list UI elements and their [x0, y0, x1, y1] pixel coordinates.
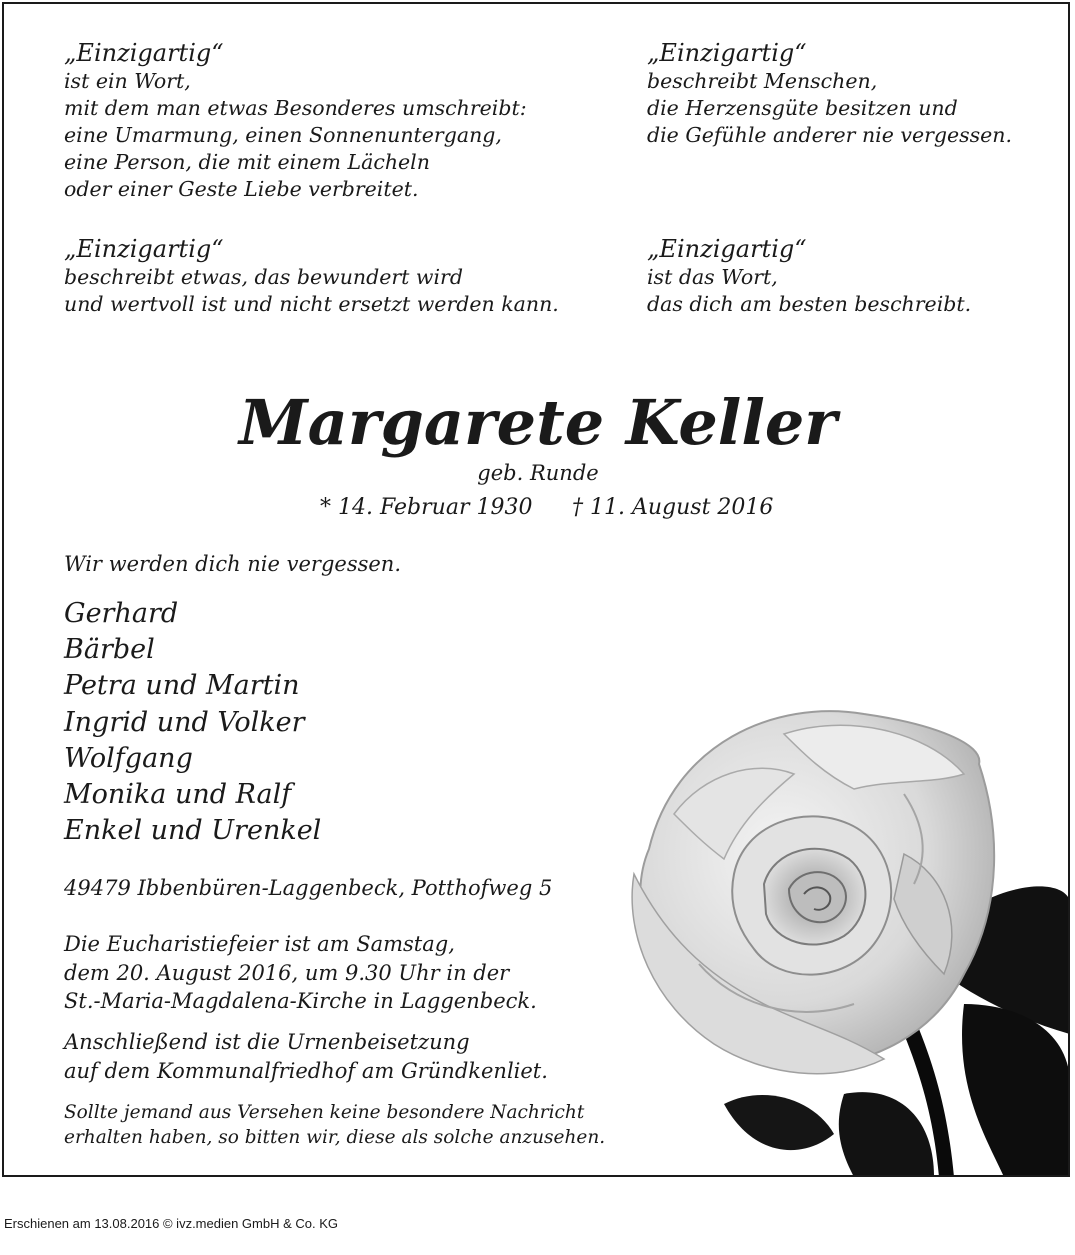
service-line: Die Eucharistiefeier ist am Samstag, — [64, 932, 455, 956]
poem-middle-left — [64, 234, 559, 318]
poem-line: ist das Wort, — [647, 265, 778, 289]
family-member: Wolfgang — [64, 742, 193, 774]
poem-top-left — [64, 38, 527, 203]
family-member: Bärbel — [64, 634, 155, 666]
family-member: Ingrid und Volker — [64, 706, 305, 738]
birth-date: * 14. Februar 1930 — [320, 495, 533, 520]
family-member: Petra und Martin — [64, 670, 300, 702]
poem-title: „Einzigartig“ — [647, 39, 807, 67]
note-line: Sollte jemand aus Versehen keine besondere Nachricht — [64, 1102, 585, 1123]
deceased-name: Margarete Keller — [239, 386, 837, 459]
obituary-notice — [2, 2, 1070, 1177]
poem-line: die Herzensgüte besitzen und — [647, 96, 958, 120]
poem-line: oder einer Geste Liebe verbreitet. — [64, 177, 419, 201]
poem-line: beschreibt etwas, das bewundert wird — [64, 265, 463, 289]
poem-line: eine Umarmung, einen Sonnenuntergang, — [64, 123, 502, 147]
leaf-shape — [839, 1092, 934, 1177]
burial-line: auf dem Kommunalfriedhof am Gründkenliet. — [64, 1058, 548, 1083]
poem-middle-right — [647, 234, 971, 318]
poem-line: eine Person, die mit einem Lächeln — [64, 150, 430, 174]
death-date: † 11. August 2016 — [572, 495, 774, 520]
poem-line: beschreibt Menschen, — [647, 69, 878, 93]
family-member: Gerhard — [64, 598, 179, 629]
service-line: dem 20. August 2016, um 9.30 Uhr in der — [64, 960, 510, 985]
mourning-address: 49479 Ibbenbüren-Laggenbeck, Potthofweg 5 — [64, 876, 553, 900]
poem-line: das dich am besten beschreibt. — [647, 292, 972, 316]
poem-top-right — [647, 38, 1012, 149]
rose-photo — [604, 704, 1070, 1177]
service-info — [64, 930, 537, 1016]
poem-title: „Einzigartig“ — [64, 235, 224, 263]
poem-title: „Einzigartig“ — [64, 39, 224, 67]
notification-note — [64, 1100, 605, 1150]
poem-line: ist ein Wort, — [64, 69, 191, 93]
poem-line: mit dem man etwas Besonderes umschreibt: — [64, 96, 527, 120]
maiden-name: geb. Runde — [477, 461, 599, 485]
publication-footer: Erschienen am 13.08.2016 © ivz.medien GmbH & Co. KG — [4, 1216, 339, 1231]
farewell-text: Wir werden dich nie vergessen. — [64, 552, 402, 576]
poem-line: die Gefühle anderer nie vergessen. — [647, 123, 1013, 147]
leaf-shape — [724, 1095, 834, 1150]
poem-line: und wertvoll ist und nicht ersetzt werden kann. — [64, 292, 559, 316]
note-line: erhalten haben, so bitten wir, diese als solche anzusehen. — [64, 1127, 606, 1148]
leaf-shape — [962, 1004, 1070, 1177]
poem-title: „Einzigartig“ — [647, 235, 807, 263]
burial-line: Anschließend ist die Urnenbeisetzung — [64, 1030, 470, 1054]
burial-info — [64, 1028, 548, 1085]
service-line: St.-Maria-Magdalena-Kirche in Laggenbeck. — [64, 989, 537, 1013]
family-member: Enkel und Urenkel — [64, 815, 322, 847]
family-list — [64, 596, 321, 849]
family-member: Monika und Ralf — [64, 779, 292, 811]
